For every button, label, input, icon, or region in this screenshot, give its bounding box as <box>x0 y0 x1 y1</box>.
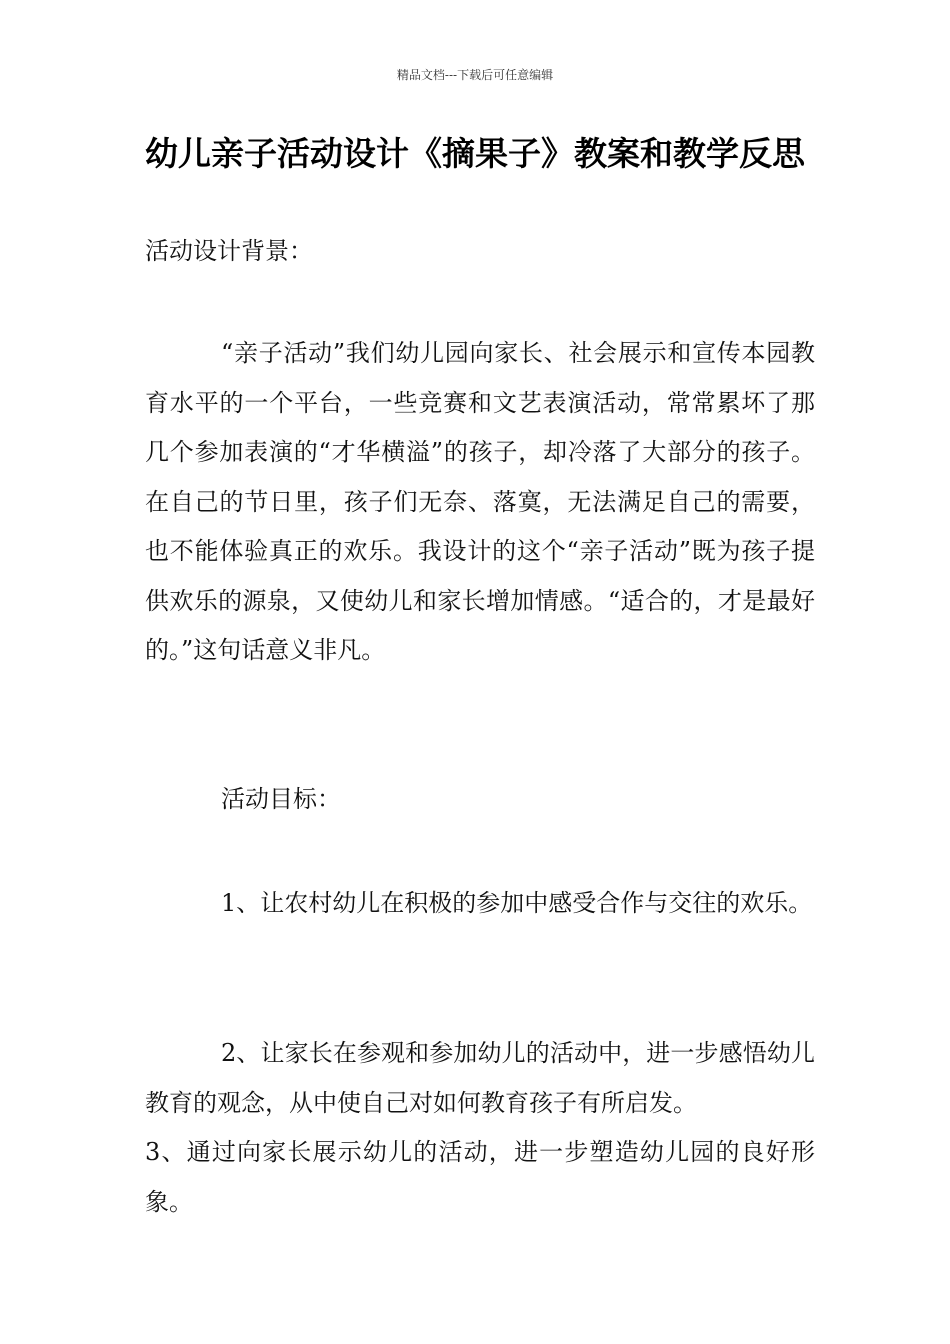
goal-item-2: 2、让家长在参观和参加幼儿的活动中，进一步感悟幼儿教育的观念，从中使自己对如何教育孩子有所启发。 <box>145 1039 815 1117</box>
background-heading: 活动设计背景： <box>145 237 313 265</box>
background-paragraph: “亲子活动”我们幼儿园向家长、社会展示和宣传本园教育水平的一个平台，一些竞赛和文艺表演活动，常常累坏了那几个参加表演的“才华横溢”的孩子，却冷落了大部分的孩子。在自己的节日里，孩子们无奈、落寞，无法满足自己的需要，也不能体验真正的欢乐。我设计的这个“亲子活动”既为孩子提供欢乐的源泉，又使幼儿和家长增加情感。“适合的，才是最好的。”这句话意义非凡。 <box>145 339 815 664</box>
goals-heading: 活动目标： <box>221 785 341 813</box>
goal-item-3: 3、通过向家长展示幼儿的活动，进一步塑造幼儿园的良好形象。 <box>145 1138 815 1216</box>
goal-item-1: 1、让农村幼儿在积极的参加中感受合作与交往的欢乐。 <box>221 889 813 917</box>
document-title: 幼儿亲子活动设计《摘果子》教案和教学反思 <box>145 134 805 173</box>
page-header-note: 精品文档---下载后可任意编辑 <box>396 68 554 82</box>
